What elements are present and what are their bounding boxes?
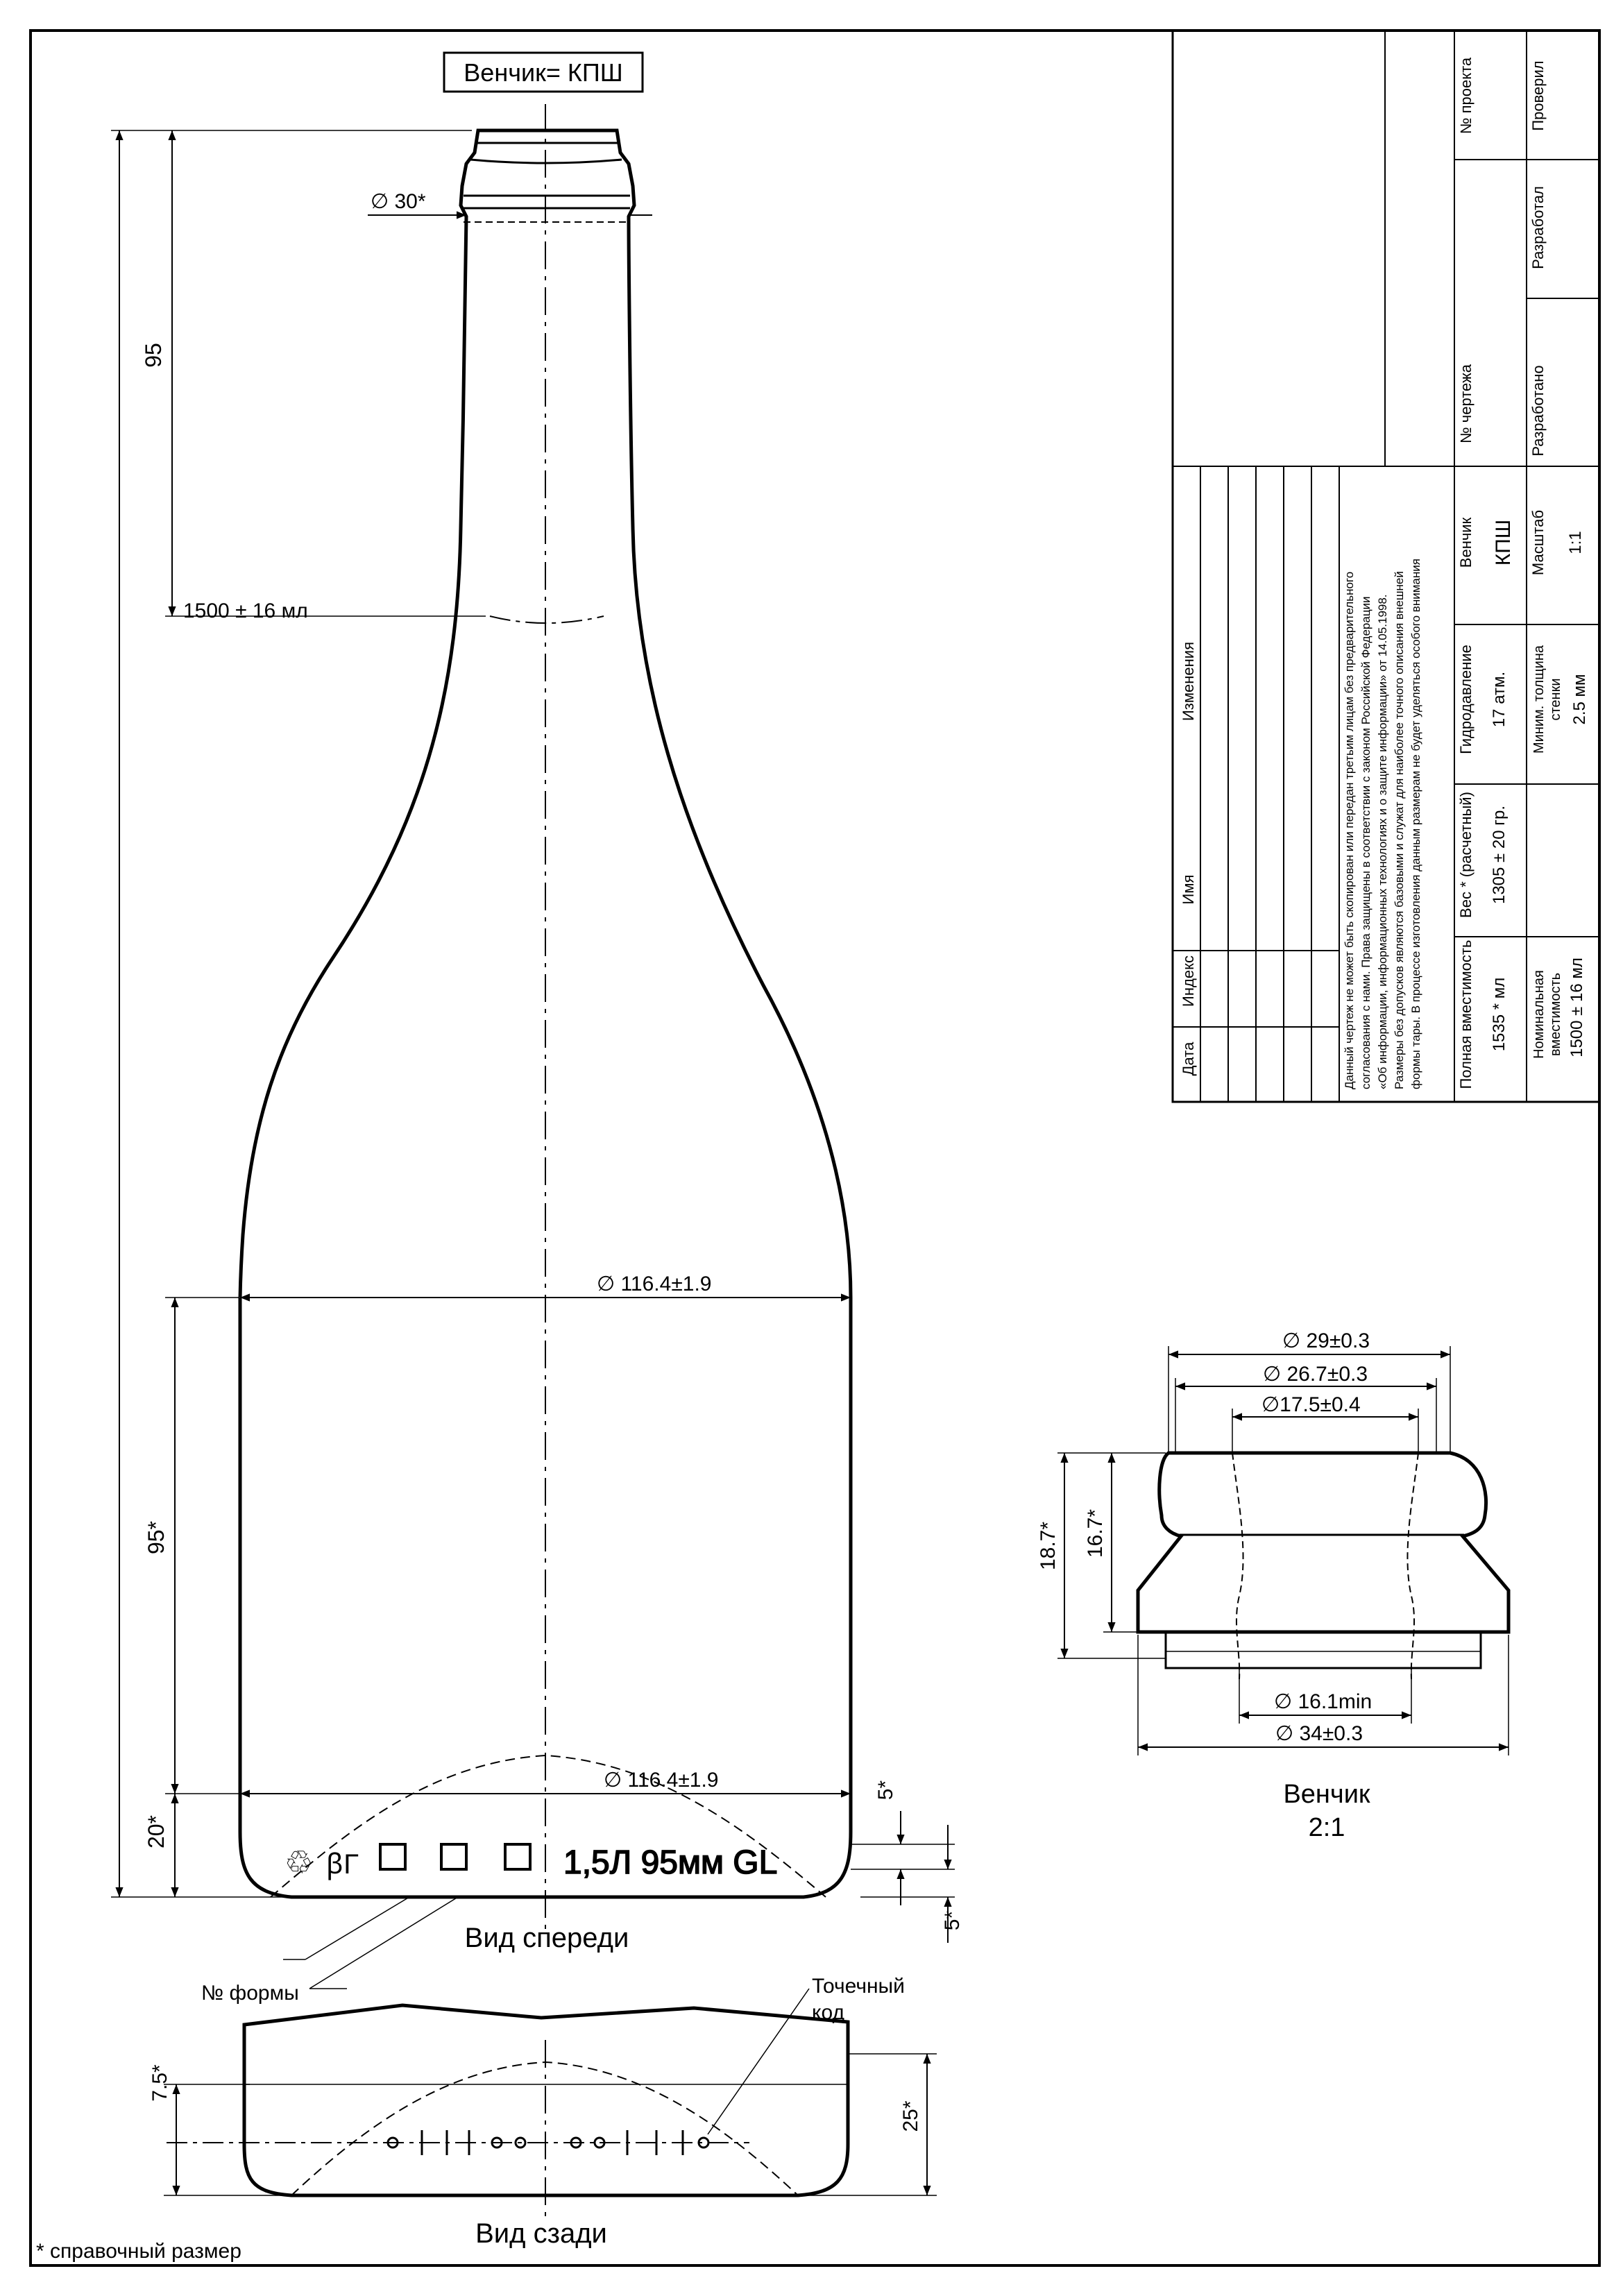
scale-label: Масштаб — [1529, 509, 1547, 576]
dim-base-diam: ∅ 116.4±1.9 — [604, 1769, 719, 1792]
developer-label: Разработал — [1529, 186, 1547, 269]
full-capacity-label: Полная вместимость — [1457, 939, 1475, 1089]
front-view-label: Вид спереди — [464, 1923, 629, 1953]
checked-label: Проверил — [1529, 60, 1547, 131]
min-wall-label-1: Миним. толщина — [1531, 645, 1547, 754]
title-block — [1173, 31, 1599, 1102]
dim-34: ∅ 34±0.3 — [1275, 1722, 1363, 1745]
dot-code-label-1: Точечный — [812, 1975, 905, 1998]
dim-5-b: 5* — [941, 1910, 964, 1931]
dim-18-7: 18.7* — [1037, 1521, 1060, 1571]
finish-value: КПШ — [1492, 519, 1515, 566]
footnote: * справочный размер — [36, 2240, 241, 2263]
dim-17-5: ∅17.5±0.4 — [1261, 1393, 1361, 1416]
finish-detail-scale: 2:1 — [1308, 1813, 1345, 1842]
dim-5-a: 5* — [874, 1780, 897, 1801]
scale-value: 1:1 — [1566, 531, 1585, 554]
finish-ring — [464, 143, 630, 208]
dim-95-top: 95 — [141, 343, 166, 368]
notice-line-3: «Об информации, информационных технологиях и о защите информации» от 14.05.1998. — [1376, 594, 1389, 1089]
col-index: Индекс — [1180, 955, 1197, 1007]
dim-body-diam: ∅ 116.4±1.9 — [597, 1273, 712, 1295]
sheet-frame — [31, 31, 1599, 2265]
dim-16-1: ∅ 16.1min — [1274, 1690, 1373, 1713]
changes-header: Изменения — [1180, 642, 1197, 721]
finish-outline — [1138, 1453, 1509, 1632]
dim-26-7: ∅ 26.7±0.3 — [1263, 1363, 1368, 1386]
dim-neck-diam: ∅ 30* — [371, 190, 426, 213]
min-wall-label-2: стенки — [1548, 678, 1563, 721]
notice-line-1: Данный чертеж не может быть скопирован или передан третьим лицам без предварительного — [1343, 571, 1356, 1089]
developed-label: Разработано — [1529, 365, 1547, 457]
title-box-text: Венчик= КПШ — [464, 58, 623, 87]
notice-line-2: согласования с нами. Права защищены в соответствии с законом Российской Федерации — [1359, 596, 1373, 1089]
notice-line-4: Размеры без допусков являются базовыми и служат для наиболее точного описания внешней — [1393, 571, 1406, 1089]
back-view-label: Вид сзади — [475, 2218, 607, 2249]
dim-29: ∅ 29±0.3 — [1282, 1329, 1370, 1352]
embossing-text: 1,5Л 95мм GL — [563, 1844, 778, 1881]
glass-fork-icon: ꞵΓ — [326, 1849, 359, 1880]
dim-95-bottom: 95* — [144, 1520, 169, 1555]
finish-detail — [1037, 1329, 1509, 1842]
mold-number-label: № формы — [201, 1982, 299, 2005]
hydro-label: Гидродавление — [1457, 645, 1475, 754]
recycle-icon: ♲ — [284, 1844, 314, 1880]
dim-25: 25* — [899, 2100, 922, 2132]
full-capacity-value: 1535 * мл — [1490, 977, 1509, 1052]
project-no-label: № проекта — [1457, 57, 1475, 135]
hydro-value: 17 атм. — [1490, 671, 1509, 728]
notice-line-5: формы тары. В процессе изготовления данным размерам не будет уделяться особого внимания — [1409, 559, 1422, 1089]
dim-20: 20* — [144, 1814, 169, 1849]
min-wall-value: 2.5 мм — [1570, 674, 1589, 725]
fill-level-line — [490, 616, 604, 623]
drawing-no-label: № чертежа — [1457, 364, 1475, 443]
weight-label: Вес * (расчетный) — [1457, 792, 1475, 918]
dim-7-5: 7.5* — [148, 2064, 171, 2102]
mold-square-1 — [380, 1844, 405, 1869]
title-box — [444, 53, 643, 92]
col-name: Имя — [1180, 874, 1197, 905]
weight-value: 1305 ± 20 гр. — [1490, 805, 1509, 905]
dim-16-7: 16.7* — [1084, 1508, 1107, 1558]
dot-code-label-2: код — [812, 2001, 844, 2024]
finish-detail-label: Венчик — [1283, 1780, 1370, 1809]
nominal-label-1: Номинальная — [1531, 970, 1547, 1059]
mold-square-3 — [505, 1844, 530, 1869]
finish-label: Венчик — [1457, 517, 1475, 568]
dim-fill-level: 1500 ± 16 мл — [183, 599, 308, 622]
front-view — [0, 104, 964, 2178]
nominal-value: 1500 ± 16 мл — [1567, 958, 1586, 1057]
mold-square-2 — [441, 1844, 466, 1869]
mold-number-callout — [201, 1897, 458, 2005]
col-date: Дата — [1180, 1041, 1197, 1076]
back-view — [148, 1975, 937, 2249]
nominal-label-2: вместимость — [1548, 972, 1563, 1057]
